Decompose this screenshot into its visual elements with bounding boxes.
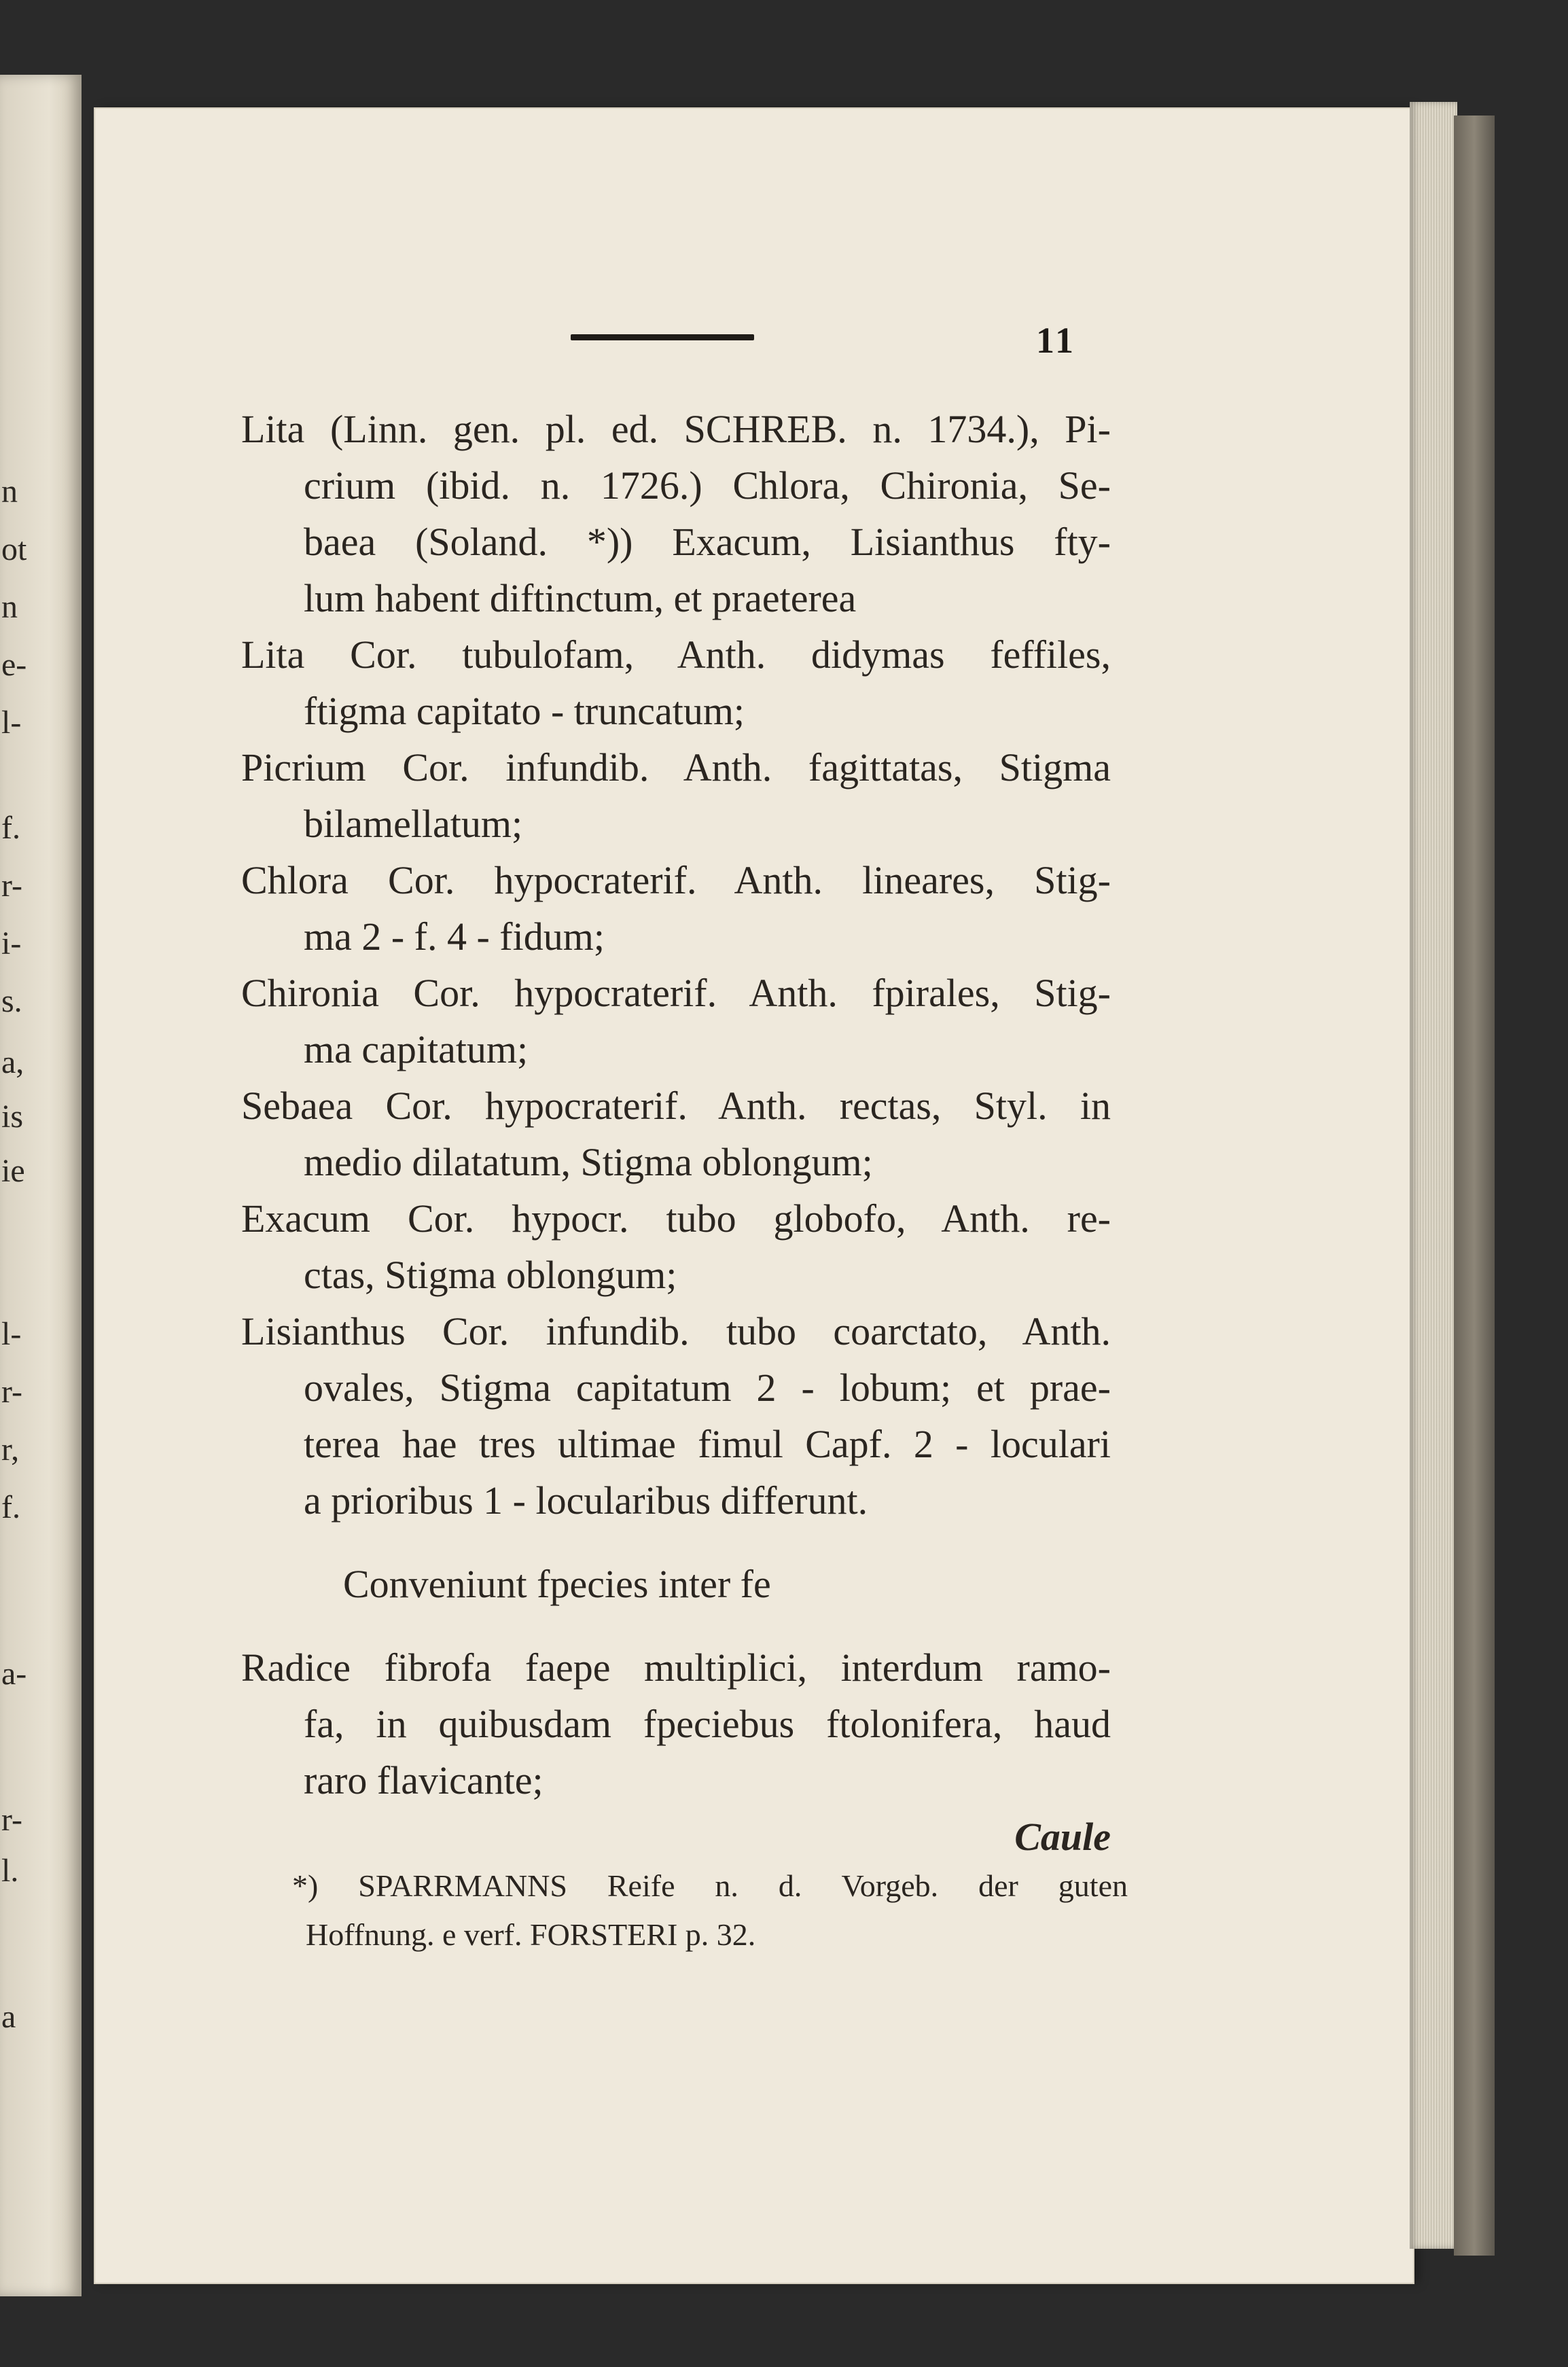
text-line: Exacum Cor. hypocr. tubo globofo, Anth. re- [241, 1196, 1111, 1241]
left-fragment: is [1, 1099, 24, 1135]
text-line: ovales, Stigma capitatum 2 - lobum; et prae- [304, 1366, 1111, 1410]
text-line: Conveniunt fpecies inter fe [343, 1562, 771, 1606]
footnote [292, 1862, 1128, 1959]
body-text [241, 401, 1111, 1865]
left-fragment: a, [1, 1044, 24, 1080]
text-line: ma capitatum; [304, 1027, 529, 1071]
text-line: Lita Cor. tubulofam, Anth. didymas feffiles, [241, 633, 1111, 677]
left-fragment: ot [1, 531, 27, 567]
left-fragment: a- [1, 1656, 27, 1692]
text-line: baea (Soland. *)) Exacum, Lisianthus fty- [304, 520, 1111, 564]
left-fragment: l- [1, 1316, 22, 1352]
text-line: Radice fibrofa faepe multiplici, interdum ramo- [241, 1645, 1111, 1690]
text-line: terea hae tres ultimae fimul Capf. 2 - loculari [304, 1422, 1111, 1466]
left-fragment: a [1, 1999, 16, 2035]
footnote-line: Hoffnung. e verf. FORSTERI p. 32. [306, 1917, 756, 1952]
text-line: ma 2 - f. 4 - fidum; [304, 914, 605, 959]
text-line: ctas, Stigma oblongum; [304, 1253, 677, 1297]
text-line: crium (ibid. n. 1726.) Chlora, Chironia, Se- [304, 463, 1111, 508]
text-line: fa, in quibusdam fpeciebus ftolonifera, haud [304, 1702, 1111, 1746]
left-page [0, 75, 82, 2296]
left-fragment: e- [1, 647, 27, 683]
left-fragment: n [1, 589, 18, 625]
left-fragment: f. [1, 1489, 20, 1525]
text-line: raro flavicante; [304, 1758, 544, 1802]
left-fragment: l- [1, 705, 22, 741]
text-line: Chironia Cor. hypocraterif. Anth. fpirales, Stig- [241, 971, 1111, 1015]
left-fragment: r- [1, 1374, 23, 1410]
text-line: Chlora Cor. hypocraterif. Anth. lineares, Stig- [241, 858, 1111, 902]
text-line: a prioribus 1 - locularibus differunt. [304, 1478, 868, 1523]
left-fragment: r, [1, 1431, 20, 1467]
text-line: bilamellatum; [304, 802, 523, 846]
text-line: Picrium Cor. infundib. Anth. fagittatas, Stigma [241, 745, 1111, 789]
header-rule [571, 334, 754, 340]
book-cover-edge [1454, 115, 1495, 2256]
text-line: lum habent diftinctum, et praeterea [304, 576, 857, 620]
left-fragment: r- [1, 868, 23, 904]
text-line: medio dilatatum, Stigma oblongum; [304, 1140, 873, 1184]
left-fragment: f. [1, 810, 20, 846]
text-line: Lisianthus Cor. infundib. tubo coarctato, Anth. [241, 1309, 1111, 1353]
left-fragment: s. [1, 983, 22, 1019]
text-line: ftigma capitato - truncatum; [304, 689, 745, 733]
text-line: Lita (Linn. gen. pl. ed. SCHREB. n. 1734.), Pi- [241, 407, 1111, 451]
page-edges [1410, 102, 1457, 2249]
catchword: Caule [1014, 1815, 1111, 1859]
left-fragment: l. [1, 1853, 19, 1889]
left-fragment: ie [1, 1153, 25, 1189]
left-fragment: n [1, 474, 18, 510]
text-line: Sebaea Cor. hypocraterif. Anth. rectas, Styl. in [241, 1084, 1111, 1128]
page-number: 11 [1036, 320, 1077, 361]
left-fragment: r- [1, 1802, 23, 1838]
left-fragment: i- [1, 925, 22, 961]
footnote-line: *) SPARRMANNS Reife n. d. Vorgeb. der guten [292, 1868, 1128, 1903]
